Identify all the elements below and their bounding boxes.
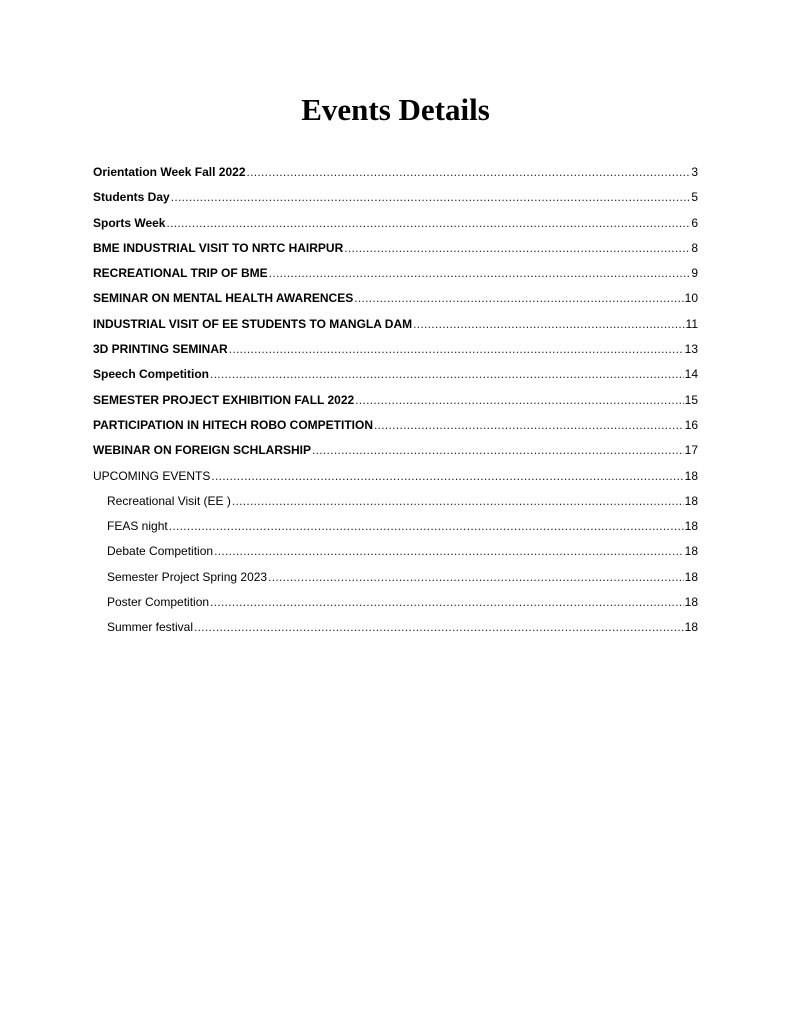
toc-entry-label: BME INDUSTRIAL VISIT TO NRTC HAIRPUR bbox=[93, 240, 344, 255]
toc-entry-label: Semester Project Spring 2023 bbox=[107, 569, 268, 584]
toc-dot-leader bbox=[269, 261, 691, 286]
toc-page-number: 18 bbox=[684, 493, 698, 508]
toc-dot-leader bbox=[229, 337, 684, 362]
toc-dot-leader bbox=[312, 438, 684, 463]
toc-entry-label: SEMESTER PROJECT EXHIBITION FALL 2022 bbox=[93, 392, 355, 407]
toc-entry[interactable] bbox=[93, 438, 698, 463]
toc-entry[interactable] bbox=[93, 185, 698, 210]
toc-subentry[interactable] bbox=[93, 615, 698, 640]
toc-page-number: 13 bbox=[684, 342, 698, 357]
toc-entry[interactable] bbox=[93, 464, 698, 489]
toc-subentry[interactable] bbox=[93, 514, 698, 539]
toc-page-number: 10 bbox=[684, 291, 698, 306]
toc-dot-leader bbox=[169, 514, 684, 539]
toc-dot-leader bbox=[194, 615, 684, 640]
toc-page-number: 5 bbox=[691, 190, 698, 205]
toc-page-number: 18 bbox=[684, 519, 698, 534]
toc-page-number: 18 bbox=[684, 468, 698, 483]
toc-entry[interactable] bbox=[93, 388, 698, 413]
toc-page-number: 6 bbox=[691, 215, 698, 230]
toc-page-number: 18 bbox=[684, 595, 698, 610]
toc-subentry[interactable] bbox=[93, 489, 698, 514]
toc-entry-label: SEMINAR ON MENTAL HEALTH AWARENCES bbox=[93, 291, 354, 306]
toc-page-number: 18 bbox=[684, 569, 698, 584]
toc-entry[interactable] bbox=[93, 337, 698, 362]
toc-dot-leader bbox=[166, 211, 690, 236]
toc-entry-label: PARTICIPATION IN HITECH ROBO COMPETITION bbox=[93, 417, 373, 432]
toc-entry-label: RECREATIONAL TRIP OF BME bbox=[93, 266, 268, 281]
toc-entry-label: Speech Competition bbox=[93, 367, 210, 382]
toc-entry-label: FEAS night bbox=[107, 519, 168, 534]
toc-entry[interactable] bbox=[93, 312, 698, 337]
toc-entry[interactable] bbox=[93, 160, 698, 185]
toc-entry[interactable] bbox=[93, 413, 698, 438]
toc-page-number: 18 bbox=[684, 620, 698, 635]
toc-entry-label: Recreational Visit (EE ) bbox=[107, 493, 231, 508]
toc-entry[interactable] bbox=[93, 362, 698, 387]
toc-dot-leader bbox=[247, 160, 691, 185]
toc-entry-label: Orientation Week Fall 2022 bbox=[93, 165, 246, 179]
toc-page-number: 9 bbox=[691, 266, 698, 281]
toc-dot-leader bbox=[355, 388, 683, 413]
toc-page-number: 16 bbox=[684, 417, 698, 432]
toc-page-number: 14 bbox=[684, 367, 698, 382]
toc-entry-label: Debate Competition bbox=[107, 544, 214, 559]
toc-dot-leader bbox=[413, 312, 684, 337]
toc-entry[interactable] bbox=[93, 211, 698, 236]
toc-dot-leader bbox=[268, 565, 684, 590]
toc-page-number: 11 bbox=[685, 316, 698, 331]
toc-entry[interactable] bbox=[93, 236, 698, 261]
toc-dot-leader bbox=[354, 286, 683, 311]
toc-page-number: 18 bbox=[684, 544, 698, 559]
toc-entry-label: Sports Week bbox=[93, 215, 166, 230]
toc-dot-leader bbox=[210, 362, 684, 387]
toc-dot-leader bbox=[210, 590, 684, 615]
toc-page-number: 3 bbox=[691, 165, 698, 179]
page-title: Events Details bbox=[301, 92, 490, 127]
toc-page-number: 15 bbox=[684, 392, 698, 407]
toc-dot-leader bbox=[232, 489, 684, 514]
toc-entry-label: WEBINAR ON FOREIGN SCHLARSHIP bbox=[93, 443, 312, 458]
toc-entry[interactable] bbox=[93, 286, 698, 311]
toc-entry-label: INDUSTRIAL VISIT OF EE STUDENTS TO MANGLA DAM bbox=[93, 316, 413, 331]
toc-entry-label: 3D PRINTING SEMINAR bbox=[93, 342, 228, 357]
toc-entry-label: Poster Competition bbox=[107, 595, 210, 610]
toc-dot-leader bbox=[214, 539, 684, 564]
toc-subentry[interactable] bbox=[93, 590, 698, 615]
toc-dot-leader bbox=[211, 464, 683, 489]
toc-page-number: 8 bbox=[691, 240, 698, 255]
toc-subentry[interactable] bbox=[93, 565, 698, 590]
toc-entry-label: Summer festival bbox=[107, 620, 194, 635]
table-of-contents bbox=[93, 160, 698, 641]
toc-dot-leader bbox=[374, 413, 684, 438]
toc-subentry[interactable] bbox=[93, 539, 698, 564]
toc-entry-label: Students Day bbox=[93, 190, 170, 205]
toc-entry[interactable] bbox=[93, 261, 698, 286]
toc-page-number: 17 bbox=[684, 443, 698, 458]
toc-dot-leader bbox=[171, 185, 691, 210]
toc-dot-leader bbox=[344, 236, 690, 261]
toc-entry-label: UPCOMING EVENTS bbox=[93, 468, 211, 483]
